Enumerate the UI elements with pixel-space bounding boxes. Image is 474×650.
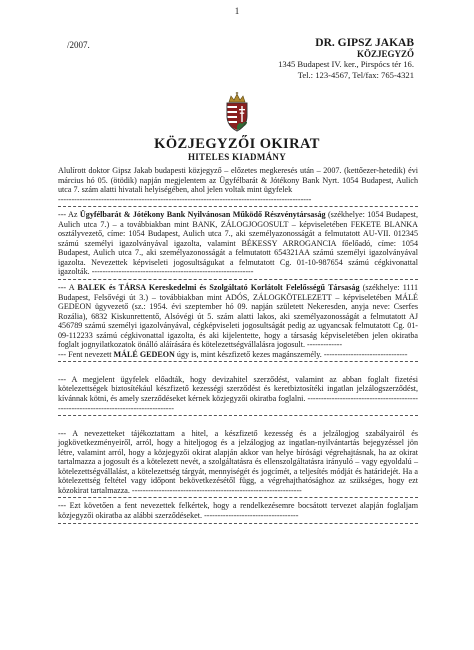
intro-paragraph-end: ---------------------------------------------------------------------------------------------- — [58, 194, 312, 204]
debtor-party-paragraph: --- A BALEK és TÁRSA Kereskedelmi és Szolgáltató Korlátolt Felelősségű Társaság (székhelye: 1111 Budapest, Felsővégi út 3.) – továbbiakban mint ADÓS, ZÁLOGKÖTELEZETT – képviseletében MÁLÉ GEDEON ügyvezető (sz.: 1954. évi szeptember hó 09. napján született Nekeresden, anyja neve: Cserfes Rozália), 6832 Kiskunrettentő, Alsóvégi út 5. szám alatti lakos, aki személyazonosságát a felmutatott AJ 456789 számú személyi igazolványával, cégképviseleti jogosultságát pedig az ugyancsak felmutatott Cg. 01-09-112233 számú cégkivonattal igazolta, és aki kijelentette, hogy a társaság képviseletében jelen okiratba foglalt jognyilatkozatok önálló aláírására és kötelezettségvállalásra jogosult. ------------- — [58, 283, 418, 350]
guarantor-paragraph: --- Fent nevezett MÁLÉ GEDEON úgy is, mint készfizető kezes magánszemély. ------------------------------- — [58, 349, 408, 359]
guarantor-name: MÁLÉ GEDEON — [113, 349, 175, 359]
closing-paragraph: --- Ezt követően a fent nevezettek felkértek, hogy a rendelkezésemre bocsátott tervezet alapján foglaljam közjegyzői okiratba az alábbi szerződéseket. ----------------------------------- — [58, 501, 418, 520]
divider — [58, 361, 418, 362]
bank-party-paragraph: --- Az Ügyfélbarát & Jótékony Bank Nyilvánosan Működő Részvénytársaság (székhelye: 1054 Budapest, Aulich utca 7.) – a továbbiakban mint BANK, ZÁLOGJOGOSULT – képviseletében FEKETE BLANKA osztályvezető, címe: 1054 Budapest, Aulich utca 7., aki személyazonosságát a felmutatott AU-VII. 012345 számú személyi igazolványával igazolta, valamint BÉKESSY ARROGANCIA főelőadó, címe: 1054 Budapest, Aulich utca 7., aki személyazonosságát a felmutatott 654321AA számú személyi igazolványával igazolta. Nevezettek képviseleti jogosultságukat a felmutatott Cg. 01-10-987654 számú cégkivonattal igazolták. ------------------------------------------------------------ — [58, 210, 418, 277]
divider — [58, 206, 418, 207]
coat-of-arms-icon — [220, 92, 254, 132]
notary-phone: Tel.: 123-4567, Tel/fax: 765-4321 — [297, 69, 414, 80]
notary-address: 1345 Budapest IV. ker., Pirspócs tér 16. — [278, 59, 414, 69]
company-name: BALEK és TÁRSA Kereskedelmi és Szolgáltató Korlátolt Felelősségű Társaság — [77, 283, 360, 293]
intro-paragraph: Alulírott doktor Gipsz Jakab budapesti közjegyző – előzetes megkeresés után – 2007. (kettőezer-hetedik) évi március hó 05. (ötödik) napján megjelentem az Ügyfélbarát & Jótékony Bank Nyrt. 1054 Budapest, Aulich utca 7. szám alatti hivatali helyiségében, ahol jelen voltak mint ügyfelek — [58, 166, 418, 195]
page-number: 1 — [234, 6, 240, 16]
document-title: KÖZJEGYZŐI OKIRAT — [154, 136, 320, 152]
divider — [58, 497, 418, 498]
document-body — [58, 166, 418, 527]
bank-name: Ügyfélbarát & Jótékony Bank Nyilvánosan Működő Részvénytársaság — [79, 210, 326, 220]
notary-header — [248, 38, 414, 80]
divider — [58, 279, 418, 280]
notary-title: KÖZJEGYZŐ — [356, 48, 414, 59]
information-paragraph: --- A nevezetteket tájékoztattam a hitel, a készfizető kezesség és a jelzálogjog szabályairól és jogkövetkezményeiről, arról, hogy a hiteljogog és a jelzálogjog az ingatlan-nyilvántartás bejegyzéssel jön létre, valamint arról, hogy a közjegyzői okirat alapján akkor van helye bírósági végrehajtásnak, ha az okirat tartalmazza a jogosult és a kötelezett nevét, a szolgáltatásra és ellenszolgáltatásra irányuló – vagy egyoldalú – kötelezettségvállalást, a kötelezettség tárgyát, mennyiségét és jogcímét, a teljesítés módját és határidejét. Ha a kötelezettség feltétel vagy időpont bekövetkezésétől függ, a végrehajthatósághoz az szükséges, hogy ezt közokirat tartalmazza. --------------------------------------------------------------- — [58, 428, 418, 495]
request-paragraph: --- A megjelent ügyfelek előadták, hogy devizahitel szerződést, valamint az abban foglalt fizetési kötelezettségek biztosítékául készfizető kezességi szerződést és keretbiztosítéki ingatlan jelzálogszerződést, kívánnak kötni, és amely szerződéseket kérnek közjegyzői okiratba foglalni. ------------------------------------------------------------------------------------ — [58, 374, 418, 413]
notary-name: DR. GIPSZ JAKAB — [315, 37, 414, 49]
document-reference: /2007. — [67, 40, 90, 50]
divider — [58, 415, 418, 416]
divider — [58, 523, 418, 524]
document-subtitle: HITELES KIADMÁNY — [187, 152, 287, 162]
